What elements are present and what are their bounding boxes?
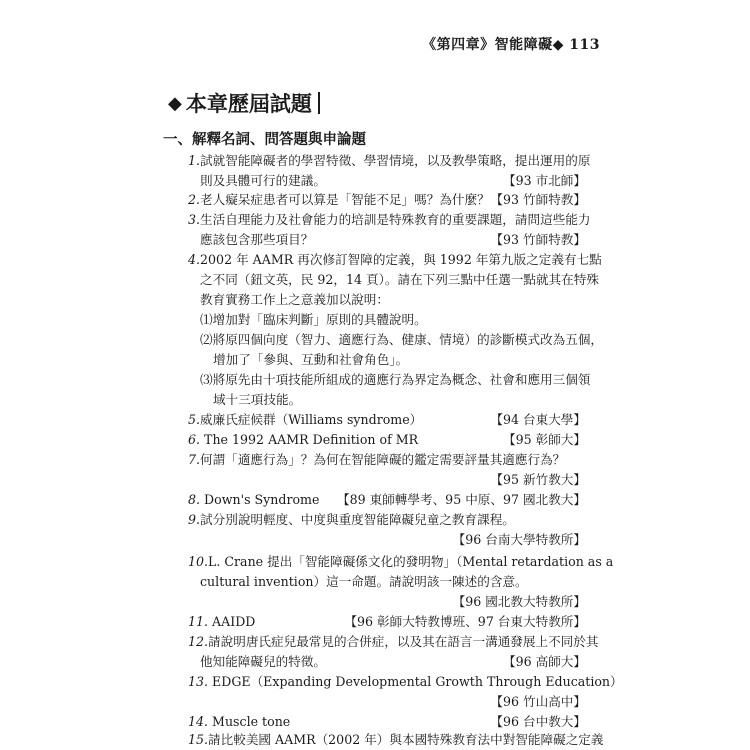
exam-source: 【89 東師轉學考、95 中原、97 國北教大】 bbox=[337, 492, 586, 507]
exam-source: 【95 彰師大】 bbox=[503, 432, 586, 447]
question-number: 1. bbox=[188, 153, 201, 168]
question-number: 12. bbox=[188, 634, 209, 649]
question-number: 13. bbox=[188, 674, 209, 689]
question-text: 請說明唐氏症兒最常見的合併症，以及其在語言一溝通發展上不同於其 bbox=[208, 634, 599, 649]
question-text: 何謂「適應行為」？為何在智能障礙的鑑定需要評量其適應行為？ bbox=[200, 452, 566, 467]
question-number: 6. bbox=[188, 432, 201, 447]
exam-source: 【96 彰師大特教博班、97 台東大特教所】 bbox=[344, 614, 586, 629]
question-text: 請比較美國 AAMR（2002 年）與本國特殊教育法中對智能障礙之定義 bbox=[208, 732, 604, 747]
exam-source: 【93 市北師】 bbox=[503, 173, 586, 188]
question-text: 試就智能障礙者的學習特徵、學習情境，以及教學策略，提出運用的原 bbox=[200, 153, 591, 168]
question-line bbox=[188, 450, 586, 470]
exam-source: 【94 台東大學】 bbox=[490, 412, 586, 427]
question-line: cultural invention）這一命題。請說明該一陳述的含意。 bbox=[200, 574, 528, 589]
question-line: 教育實務工作上之意義加以說明： bbox=[200, 292, 389, 307]
question-text: AAIDD bbox=[212, 614, 256, 629]
section-title-text: 本章歷屆試題 bbox=[185, 91, 312, 116]
section-title bbox=[168, 88, 320, 118]
question-number: 14. bbox=[188, 714, 209, 729]
question-text: Down's Syndrome bbox=[204, 492, 320, 507]
exam-source: 【96 高師大】 bbox=[503, 654, 586, 669]
question-line bbox=[188, 552, 614, 572]
exam-source: 【96 台南大學特教所】 bbox=[452, 532, 586, 547]
question-line bbox=[188, 672, 623, 692]
question-number: 11. bbox=[188, 614, 209, 629]
question-number: 10. bbox=[188, 554, 209, 569]
page-header: 《第四章》智能障礙◆ 113 bbox=[422, 37, 600, 53]
exam-source: 【93 竹師特教】 bbox=[490, 192, 586, 207]
diamond-icon: ◆ bbox=[168, 92, 182, 114]
question-text: 威廉氏症候群（Williams syndrome） bbox=[200, 412, 423, 427]
question-text: Muscle tone bbox=[212, 714, 291, 729]
exam-source: 【96 國北教大特教所】 bbox=[452, 594, 586, 609]
exam-source: 【96 台中教大】 bbox=[490, 714, 586, 729]
question-subpoint: ⑴增加對「臨床判斷」原則的具體說明。 bbox=[200, 312, 427, 327]
question-line bbox=[188, 510, 586, 530]
exam-source: 【93 竹師特教】 bbox=[490, 232, 586, 247]
question-text: 試分別說明輕度、中度與重度智能障礙兒童之教育課程。 bbox=[200, 512, 515, 527]
question-number: 7. bbox=[188, 452, 201, 467]
question-number: 2. bbox=[188, 192, 201, 207]
question-number: 4. bbox=[188, 252, 201, 267]
question-line: 他知能障礙兒的特徵。 bbox=[200, 654, 326, 669]
question-number: 5. bbox=[188, 412, 201, 427]
question-line: 之不同（鈕文英，民 92，14 頁）。請在下列三點中任選一點就其在特殊 bbox=[200, 272, 599, 287]
question-text: 老人癡呆症患者可以算是「智能不足」嗎？為什麼？ bbox=[200, 192, 490, 207]
question-line: 應該包含那些項目？ bbox=[200, 232, 314, 247]
question-line bbox=[188, 210, 591, 230]
question-text: The 1992 AAMR Definition of MR bbox=[204, 432, 419, 447]
subsection-title: 一、解釋名詞、問答題與申論題 bbox=[163, 131, 366, 148]
question-number: 9. bbox=[188, 512, 201, 527]
question-number: 3. bbox=[188, 212, 201, 227]
exam-source: 【96 竹山高中】 bbox=[490, 694, 586, 709]
question-number: 8. bbox=[188, 492, 201, 507]
question-number: 15. bbox=[188, 732, 209, 747]
question-subpoint: ⑵將原四個向度（智力、適應行為、健康、情境）的診斷模式改為五個， bbox=[200, 332, 603, 347]
question-text: 2002 年 AAMR 再次修訂智障的定義，與 1992 年第九版之定義有七點 bbox=[200, 252, 602, 267]
question-line bbox=[188, 632, 599, 652]
text-cursor bbox=[318, 92, 320, 114]
question-text: L. Crane 提出「智能障礙係文化的發明物」（Mental retardation as a bbox=[208, 554, 614, 569]
question-line: 增加了「參與、互動和社會角色」。 bbox=[213, 352, 409, 367]
question-text: EDGE（Expanding Developmental Growth Through Education） bbox=[212, 674, 623, 689]
exam-source: 【95 新竹教大】 bbox=[490, 472, 586, 487]
question-line bbox=[188, 250, 602, 270]
question-line: 則及具體可行的建議。 bbox=[200, 173, 326, 188]
question-line: 域十三項技能。 bbox=[213, 392, 302, 407]
question-subpoint: ⑶將原先由十項技能所組成的適應行為界定為概念、社會和應用三個領 bbox=[200, 372, 591, 387]
question-line bbox=[188, 151, 591, 171]
question-line bbox=[188, 730, 604, 750]
question-text: 生活自理能力及社會能力的培訓是特殊教育的重要課題，請問這些能力 bbox=[200, 212, 591, 227]
